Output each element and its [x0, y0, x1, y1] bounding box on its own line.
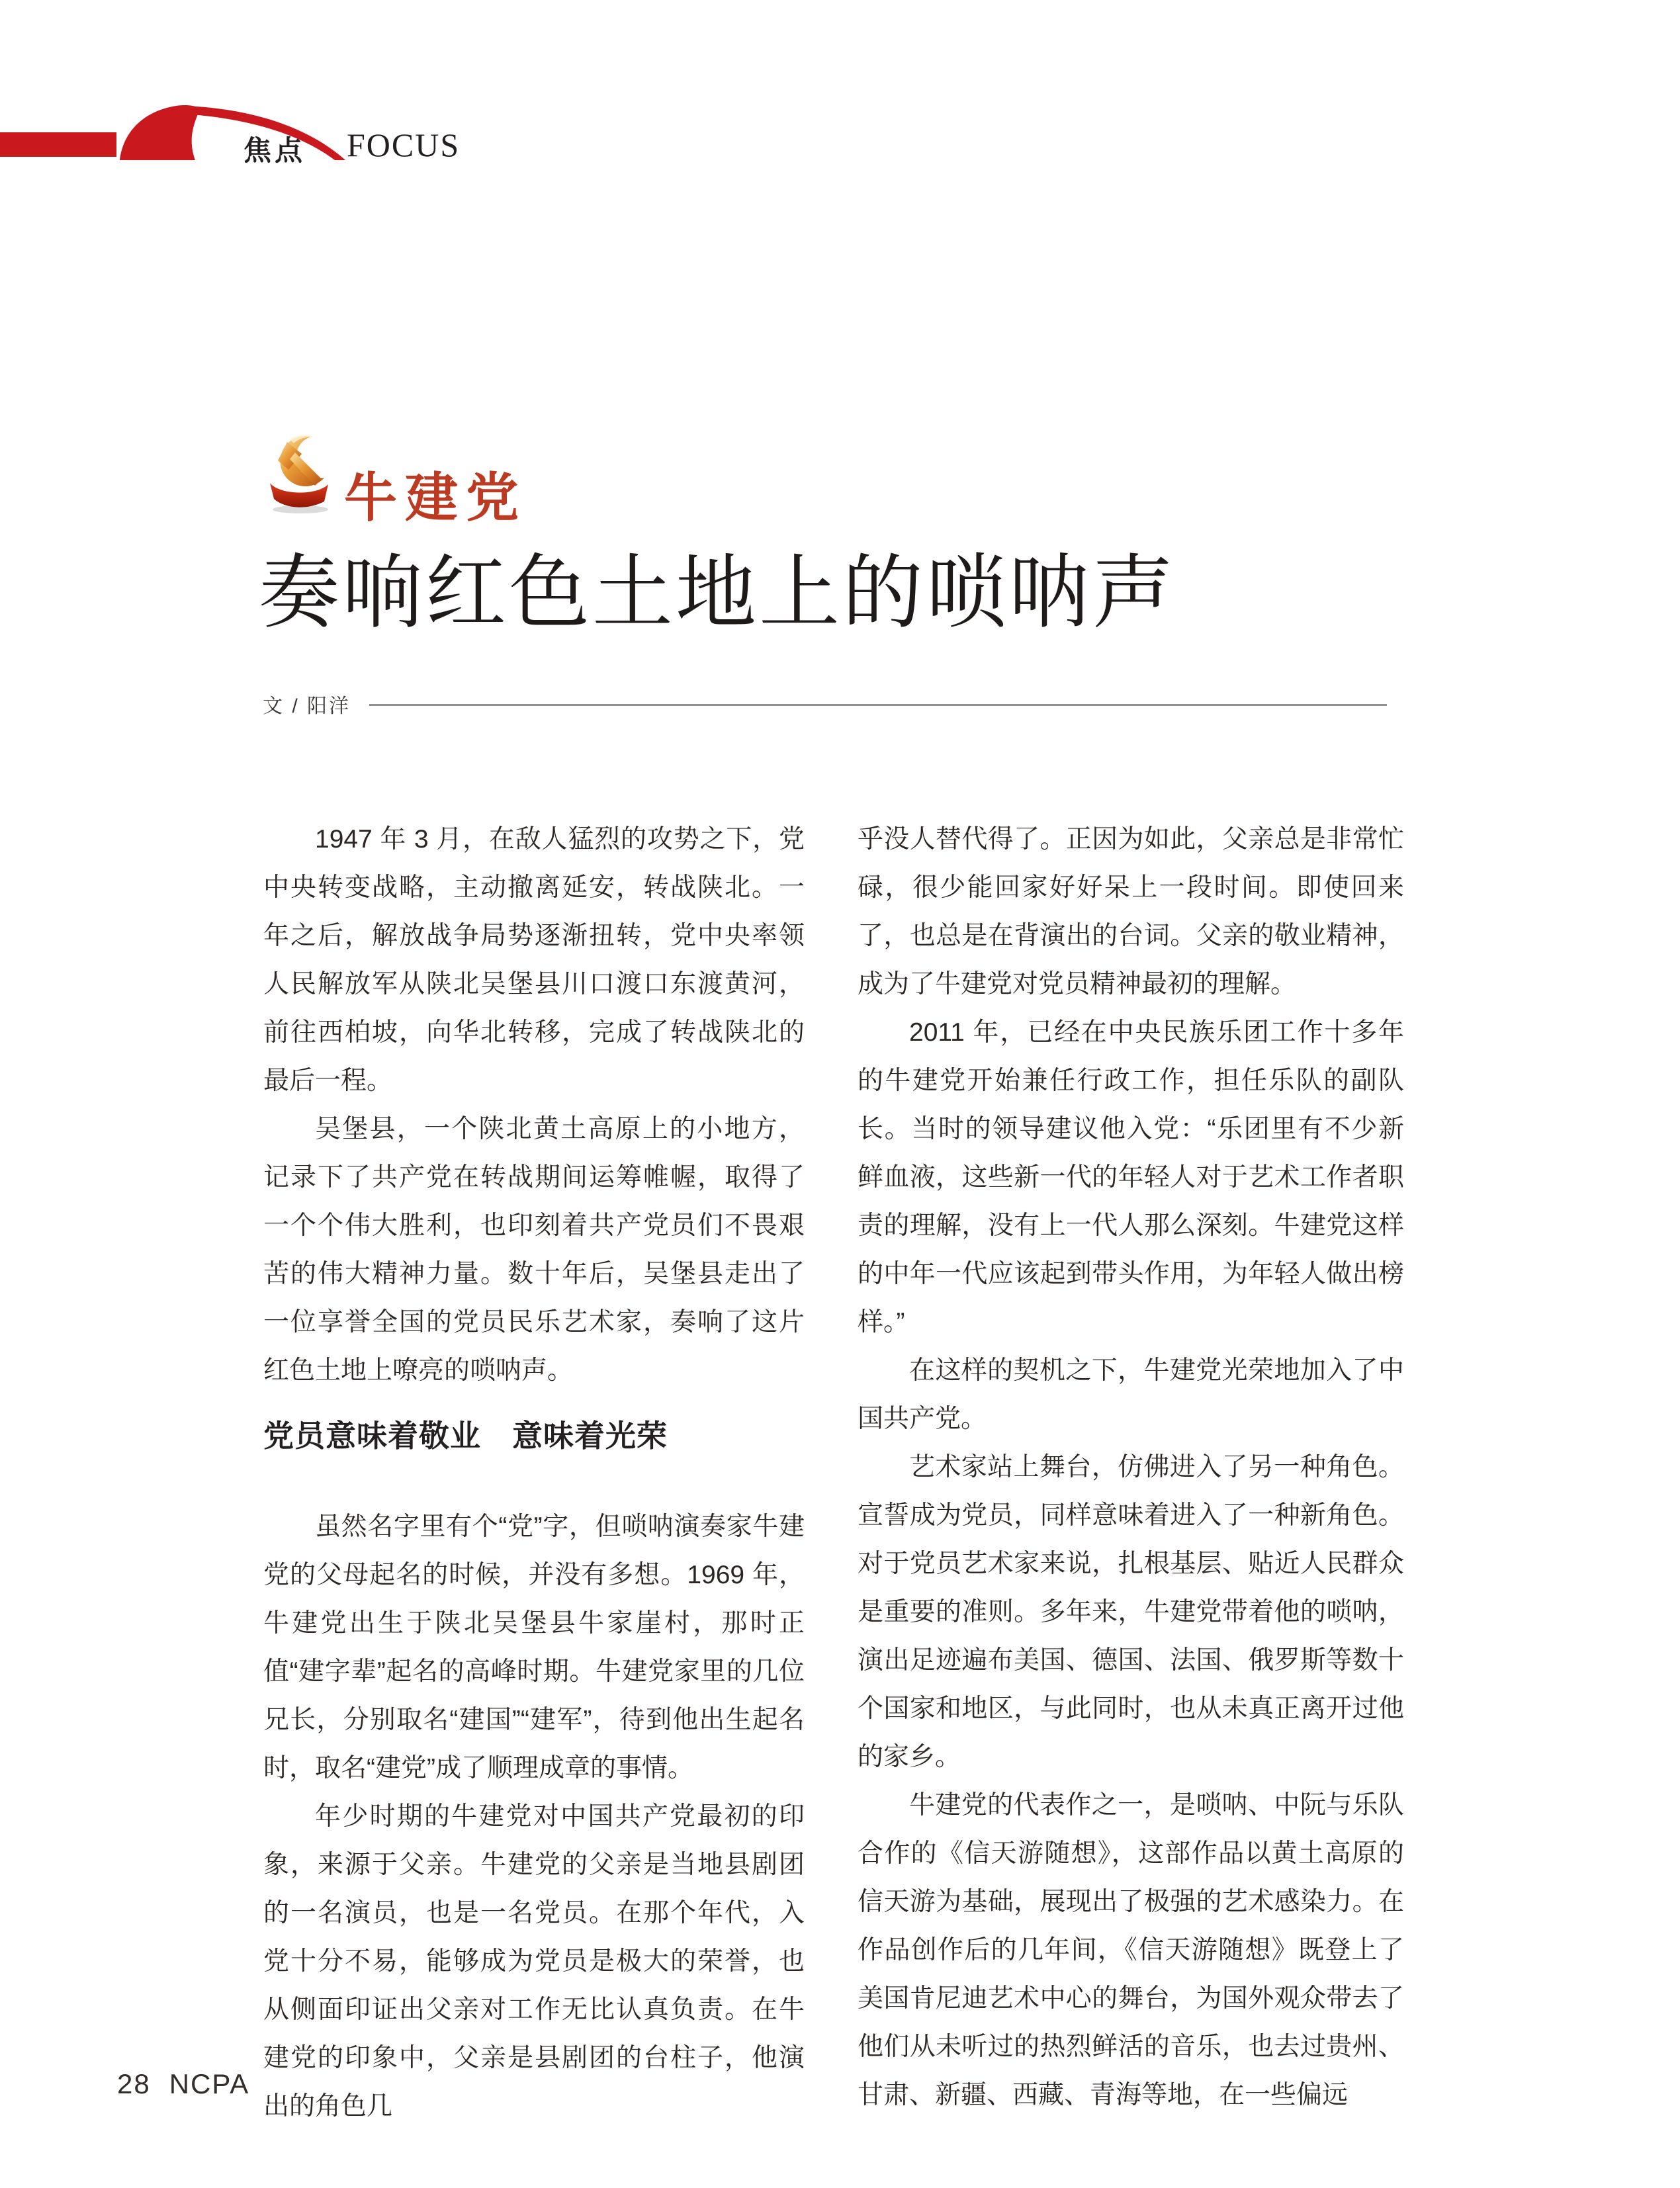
paragraph: 2011 年，已经在中央民族乐团工作十多年的牛建党开始兼任行政工作，担任乐队的副队长。当时的领导建议他入党：“乐团里有不少新鲜血液，这些新一代的年轻人对于艺术工作者职责的理解，没有上一代人那么深刻。牛建党这样的中年一代应该起到带头作用，为年轻人做出榜样。” — [858, 1018, 1404, 1336]
artist-name-kicker: 牛建党 — [344, 468, 527, 527]
paragraph: 乎没人替代得了。正因为如此，父亲总是非常忙碌，很少能回家好好呆上一段时间。即使回来了，也总是在背演出的台词。父亲的敬业精神，成为了牛建党对党员精神最初的理解。 — [858, 825, 1404, 998]
paragraph: 艺术家站上舞台，仿佛进入了另一种角色。宣誓成为党员，同样意味着进入了一种新角色。对于党员艺术家来说，扎根基层、贴近人民群众是重要的准则。多年来，牛建党带着他的唢呐，演出足迹遍布美国、德国、法国、俄罗斯等数十个国家和地区，与此同时，也从未真正离开过他的家乡。 — [858, 1453, 1404, 1771]
focus-swoosh-icon — [111, 103, 364, 161]
text-column-left — [263, 815, 805, 2130]
section-label-cn: 焦点 — [243, 135, 306, 166]
paragraph: 吴堡县，一个陕北黄土高原上的小地方，记录下了共产党在转战期间运筹帷幄，取得了一个个伟大胜利，也印刻着共产党员们不畏艰苦的伟大精神力量。数十年后，吴堡县走出了一位享誉全国的党员民乐艺术家，奏响了这片红色土地上嘹亮的唢呐声。 — [263, 1115, 805, 1385]
header-red-bar — [0, 132, 116, 157]
paragraph: 年少时期的牛建党对中国共产党最初的印象，来源于父亲。牛建党的父亲是当地县剧团的一名演员，也是一名党员。在那个年代，入党十分不易，能够成为党员是极大的荣誉，也从侧面印证出父亲对工作无比认真负责。在牛建党的印象中，父亲是县剧团的台柱子，他演出的角色几 — [263, 1802, 805, 2121]
page-footer — [117, 2068, 249, 2100]
paragraph: 牛建党的代表作之一，是唢呐、中阮与乐队合作的《信天游随想》，这部作品以黄土高原的信天游为基础，展现出了极强的艺术感染力。在作品创作后的几年间，《信天游随想》既登上了美国肯尼迪艺术中心的舞台，为国外观众带去了他们从未听过的热烈鲜活的音乐，也去过贵州、甘肃、新疆、西藏、青海等地，在一些偏远 — [858, 1791, 1404, 2109]
section-heading: 党员意味着敬业 意味着光荣 — [263, 1419, 668, 1453]
paragraph: 虽然名字里有个“党”字，但唢呐演奏家牛建党的父母起名的时候，并没有多想。1969 年，牛建党出生于陕北吴堡县牛家崖村，那时正值“建字辈”起名的高峰时期。牛建党家里的几位兄长，分别取名“建国”“建军”，待到他出生起名时，取名“建党”成了顺理成章的事情。 — [263, 1512, 805, 1782]
party-emblem-icon — [265, 427, 333, 515]
text-column-right — [858, 815, 1404, 2119]
section-label-en: FOCUS — [347, 126, 461, 163]
magazine-brand: NCPA — [169, 2068, 250, 2099]
paragraph: 在这样的契机之下，牛建党光荣地加入了中国共产党。 — [858, 1356, 1404, 1433]
byline: 文 / 阳洋 — [263, 695, 351, 717]
byline-rule — [369, 704, 1387, 706]
paragraph: 1947 年 3 月，在敌人猛烈的攻势之下，党中央转变战略，主动撤离延安，转战陕北。一年之后，解放战争局势逐渐扭转，党中央率领人民解放军从陕北吴堡县川口渡口东渡黄河，前往西柏坡，向华北转移，完成了转战陕北的最后一程。 — [263, 825, 805, 1095]
article-headline: 奏响红色土地上的唢呐声 — [259, 549, 1176, 638]
page-number: 28 — [117, 2068, 151, 2099]
